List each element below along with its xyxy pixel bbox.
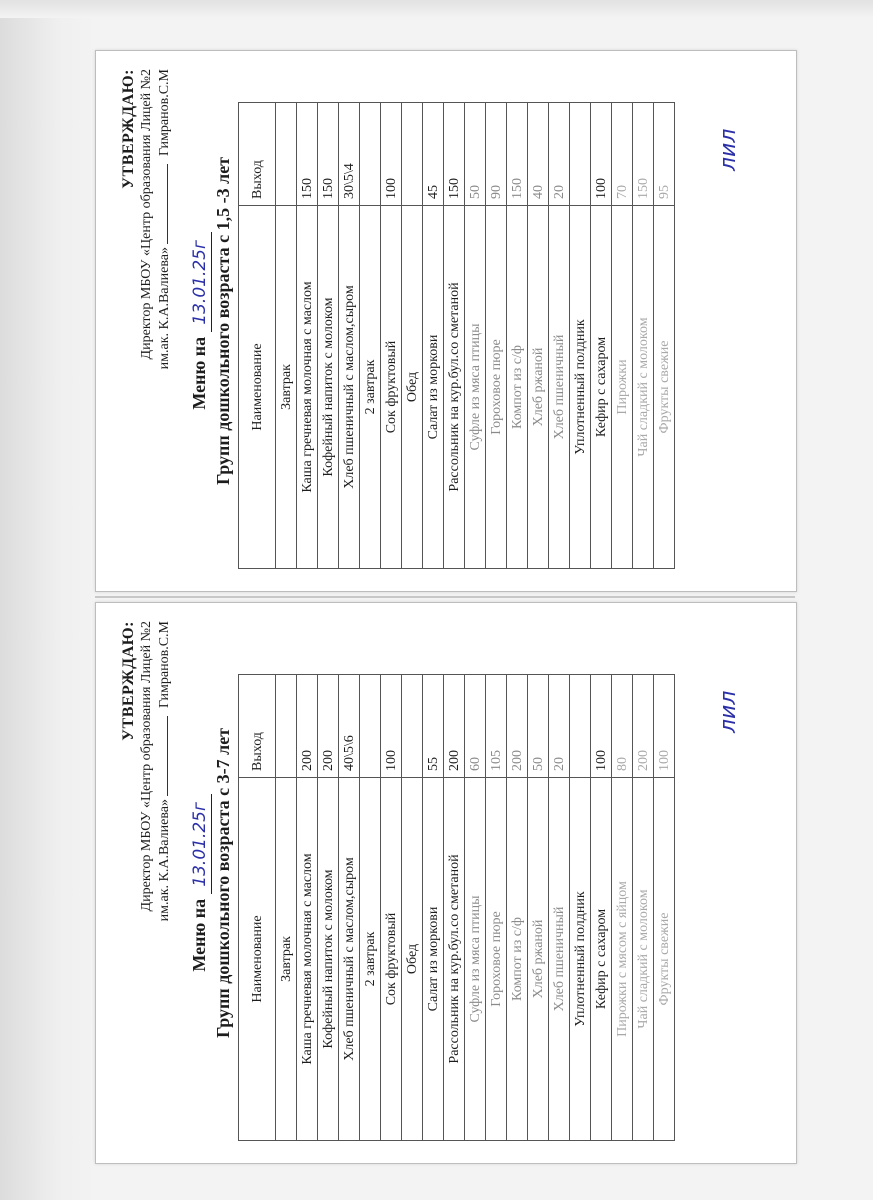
table-row [507,675,528,1141]
dish-output: 50 [465,103,486,206]
table-section-row [276,675,297,1141]
table-row [423,675,444,1141]
dish-name: Пирожки [612,206,633,569]
table-header-row [239,103,276,569]
section-title: Обед [402,206,423,569]
dish-name: Сок фруктовый [381,206,402,569]
group-title: Групп дошкольного возраста с 1,5 -3 лет [213,156,233,486]
table-row [549,675,570,1141]
table-row [633,103,654,569]
dish-output: 90 [486,103,507,206]
approval-title: УТВЕРЖДАЮ: [120,621,137,741]
table-row [318,675,339,1141]
dish-output: 100 [591,103,612,206]
dish-output: 20 [549,103,570,206]
dish-name: Пирожки с мясом с яйцом [612,778,633,1141]
approval-block [120,69,174,399]
dish-name: Гороховое пюре [486,778,507,1141]
table-row [423,103,444,569]
approval-signer-name: Гимранов.С.М [157,69,172,157]
dish-output: 95 [654,103,675,206]
menu-date-handwritten: 13.01.25г [189,232,212,332]
table-section-row [570,103,591,569]
signature-blank [167,164,168,244]
table-section-row [570,675,591,1141]
table-row [612,103,633,569]
dish-name: Компот из с/ф [507,206,528,569]
dish-name: Фрукты свежие [654,778,675,1141]
table-row [465,103,486,569]
approval-signer-line [156,621,174,951]
dish-name: Салат из моркови [423,778,444,1141]
dish-output: 200 [297,675,318,778]
rotated-page [116,613,766,1153]
dish-name: Суфле из мяса птицы [465,778,486,1141]
table-row [297,675,318,1141]
table-row [612,675,633,1141]
dish-name: Каша гречневая молочная с маслом [297,206,318,569]
menu-table [238,674,675,1141]
table-row [591,675,612,1141]
table-row [297,103,318,569]
dish-output: 50 [528,675,549,778]
table-row [591,103,612,569]
dish-output: 100 [654,675,675,778]
menu-table [238,102,675,569]
table-row [339,103,360,569]
table-section-row [402,675,423,1141]
dish-output: 150 [297,103,318,206]
dish-output: 105 [486,675,507,778]
table-row [486,675,507,1141]
dish-name: Рассольник на кур.бул.со сметаной [444,778,465,1141]
dish-output: 45 [423,103,444,206]
table-section-row [360,103,381,569]
dish-output: 40\5\6 [339,675,360,778]
dish-name: Хлеб ржаной [528,778,549,1141]
section-title: Обед [402,778,423,1141]
section-title: 2 завтрак [360,778,381,1141]
dish-name: Сок фруктовый [381,778,402,1141]
menu-date-handwritten: 13.01.25г [189,794,212,894]
menu-table-body [276,675,675,1141]
approval-org-name: им.ак. К.А.Валиева» [157,247,172,370]
dish-output: 30\5\4 [339,103,360,206]
table-row [549,103,570,569]
dish-output [402,103,423,206]
dish-name: Хлеб пшеничный с маслом,сыром [339,206,360,569]
scan-top-edge [0,0,873,18]
dish-output: 70 [612,103,633,206]
table-row [507,103,528,569]
sheet-fold-line [95,596,795,598]
menu-sheet-1-5-3 [95,50,797,592]
approval-director-line: Директор МБОУ «Центр образования Лицей №2 [139,69,154,360]
table-section-row [402,103,423,569]
dish-name: Фрукты свежие [654,206,675,569]
dish-output: 200 [507,675,528,778]
dish-name: Чай сладкий с молоком [633,778,654,1141]
table-row [654,675,675,1141]
handwritten-signature: лил [716,690,741,733]
table-row [318,103,339,569]
dish-output [276,103,297,206]
menu-label: Меню на [189,898,209,972]
table-row [381,675,402,1141]
approval-director-line: Директор МБОУ «Центр образования Лицей №2 [139,621,154,912]
table-row [444,675,465,1141]
dish-output: 200 [633,675,654,778]
dish-name: Кофейный напиток с молоком [318,206,339,569]
scan-left-edge [0,0,95,1200]
dish-output [570,103,591,206]
approval-title: УТВЕРЖДАЮ: [120,69,137,189]
menu-heading [188,613,234,1153]
menu-label: Меню на [189,336,209,410]
section-title: 2 завтрак [360,206,381,569]
table-section-row [276,103,297,569]
table-row [486,103,507,569]
column-header-name: Наименование [239,206,276,569]
menu-date-line [188,61,212,581]
table-row [465,675,486,1141]
dish-output [360,103,381,206]
dish-output: 80 [612,675,633,778]
menu-sheet-3-7 [95,602,797,1164]
dish-output [360,675,381,778]
group-title: Групп дошкольного возраста с 3-7 лет [213,727,233,1039]
dish-name: Хлеб пшеничный [549,778,570,1141]
dish-output: 150 [633,103,654,206]
rotated-page [116,61,766,581]
approval-block [120,621,174,951]
dish-output [276,675,297,778]
dish-name: Хлеб пшеничный [549,206,570,569]
menu-heading [188,61,234,581]
signature-blank [167,716,168,796]
dish-name: Компот из с/ф [507,778,528,1141]
dish-name: Кефир с сахаром [591,206,612,569]
approval-signer-line [156,69,174,399]
dish-output: 55 [423,675,444,778]
dish-output: 40 [528,103,549,206]
approval-org-name: им.ак. К.А.Валиева» [157,799,172,922]
section-title: Уплотненный полдник [570,206,591,569]
dish-output: 200 [318,675,339,778]
dish-name: Кофейный напиток с молоком [318,778,339,1141]
dish-name: Суфле из мяса птицы [465,206,486,569]
dish-output: 100 [381,675,402,778]
dish-output: 20 [549,675,570,778]
table-row [444,103,465,569]
dish-output [570,675,591,778]
dish-output: 200 [444,675,465,778]
dish-output: 60 [465,675,486,778]
dish-output: 150 [507,103,528,206]
table-row [339,675,360,1141]
table-header-row [239,675,276,1141]
column-header-output: Выход [239,103,276,206]
table-row [381,103,402,569]
dish-output [402,675,423,778]
dish-name: Чай сладкий с молоком [633,206,654,569]
approval-signer-name: Гимранов.С.М [157,621,172,709]
table-section-row [360,675,381,1141]
dish-output: 150 [444,103,465,206]
dish-output: 150 [318,103,339,206]
dish-output: 100 [591,675,612,778]
dish-name: Рассольник на кур.бул.со сметаной [444,206,465,569]
section-title: Завтрак [276,778,297,1141]
table-row [654,103,675,569]
table-row [528,675,549,1141]
section-title: Завтрак [276,206,297,569]
column-header-name: Наименование [239,778,276,1141]
dish-name: Кефир с сахаром [591,778,612,1141]
dish-name: Хлеб пшеничный с маслом,сыром [339,778,360,1141]
menu-table-body [276,103,675,569]
handwritten-signature: лил [716,128,741,171]
dish-output: 100 [381,103,402,206]
table-row [633,675,654,1141]
dish-name: Салат из моркови [423,206,444,569]
section-title: Уплотненный полдник [570,778,591,1141]
table-row [528,103,549,569]
dish-name: Гороховое пюре [486,206,507,569]
dish-name: Хлеб ржаной [528,206,549,569]
dish-name: Каша гречневая молочная с маслом [297,778,318,1141]
menu-date-line [188,613,212,1153]
column-header-output: Выход [239,675,276,778]
